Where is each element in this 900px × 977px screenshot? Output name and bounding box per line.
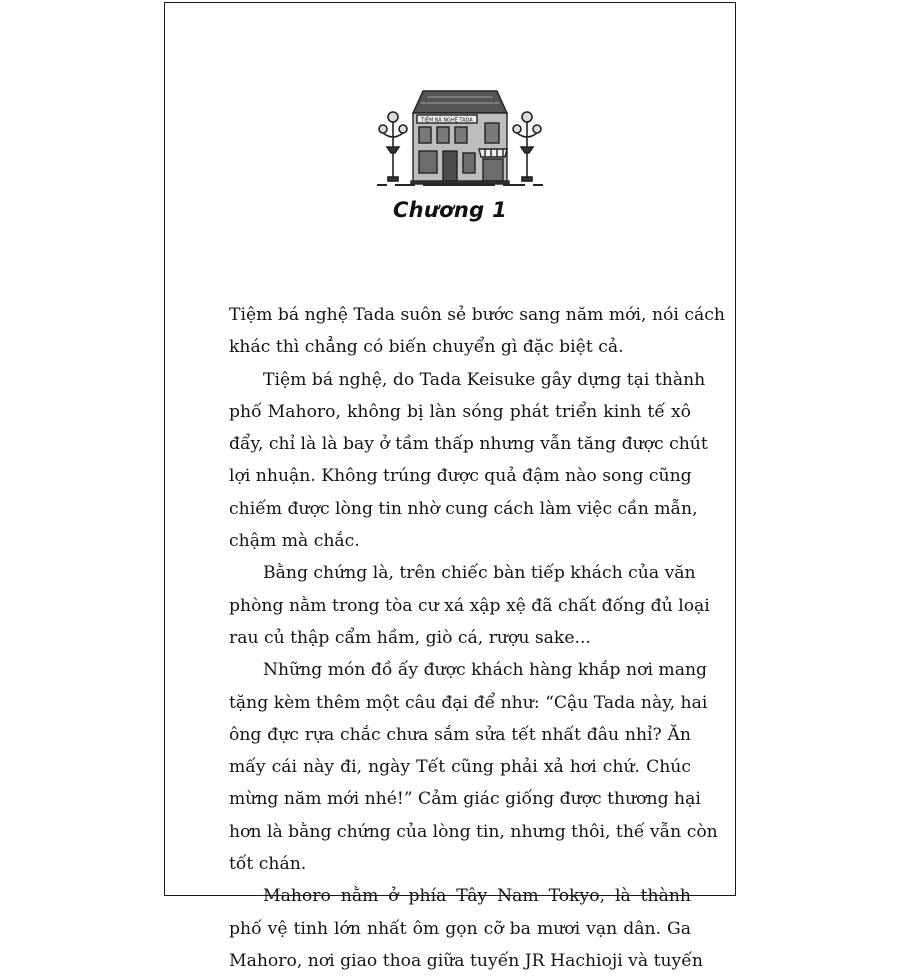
storefront-illustration (375, 83, 545, 193)
paragraph (229, 299, 725, 364)
text-line: Tiệm bá nghệ, do Tada Keisuke gây dựng tại thành (263, 369, 706, 390)
text-line: chậm mà chắc. (229, 531, 360, 552)
chapter-title: Chương 1 (392, 198, 508, 222)
text-line: phố vệ tinh lớn nhất ôm gọn cỡ ba mươi vạn dân. Ga (229, 918, 691, 939)
street-lamp-right-icon (513, 112, 541, 181)
text-line: phòng nằm trong tòa cư xá xập xệ đã chất đống đủ loại (229, 595, 710, 616)
chapter-body-text (229, 299, 725, 977)
text-line: mấy cái này đi, ngày Tết cũng phải xả hơi chứ. Chúc (229, 757, 691, 778)
text-line: mừng năm mới nhé!” Cảm giác giống được thương hại (229, 789, 701, 810)
text-line: rau củ thập cẩm hầm, giò cá, rượu sake... (229, 627, 591, 648)
paragraph (229, 880, 703, 977)
text-line: lợi nhuận. Không trúng được quả đậm nào song cũng (229, 466, 692, 487)
text-line: Mahoro, nơi giao thoa giữa tuyến JR Hachioji và tuyến (229, 950, 703, 971)
text-line: hơn là bằng chứng của lòng tin, nhưng thôi, thế vẫn còn (229, 821, 718, 842)
text-line: chiếm được lòng tin nhờ cung cách làm việc cần mẫn, (229, 498, 698, 519)
text-line: Bằng chứng là, trên chiếc bàn tiếp khách của văn (263, 563, 696, 584)
text-line: đẩy, chỉ là là bay ở tầm thấp nhưng vẫn tăng được chút (229, 434, 708, 455)
book-page (164, 2, 736, 971)
shop-building-icon (411, 91, 509, 184)
text-line: phố Mahoro, không bị làn sóng phát triển kinh tế xô (229, 401, 691, 422)
shop-sign-text: TIỆM BÁ NGHỆ TADA (421, 117, 473, 124)
text-line: ông đực rựa chắc chưa sắm sửa tết nhất đâu nhỉ? Ăn (229, 724, 691, 745)
text-line: tặng kèm thêm một câu đại để như: “Cậu Tada này, hai (229, 692, 708, 713)
text-line: Những món đồ ấy được khách hàng khắp nơi mang (263, 660, 708, 681)
street-lamp-left-icon (379, 112, 407, 181)
text-line: Mahoro nằm ở phía Tây Nam Tokyo, là thành (263, 886, 691, 907)
text-line: tốt chán. (229, 854, 307, 875)
paragraph (229, 557, 710, 654)
text-line: khác thì chẳng có biến chuyển gì đặc biệt cả. (229, 337, 624, 358)
paragraph (229, 364, 708, 558)
paragraph (229, 654, 718, 880)
text-line: Tiệm bá nghệ Tada suôn sẻ bước sang năm mới, nói cách (229, 305, 725, 325)
